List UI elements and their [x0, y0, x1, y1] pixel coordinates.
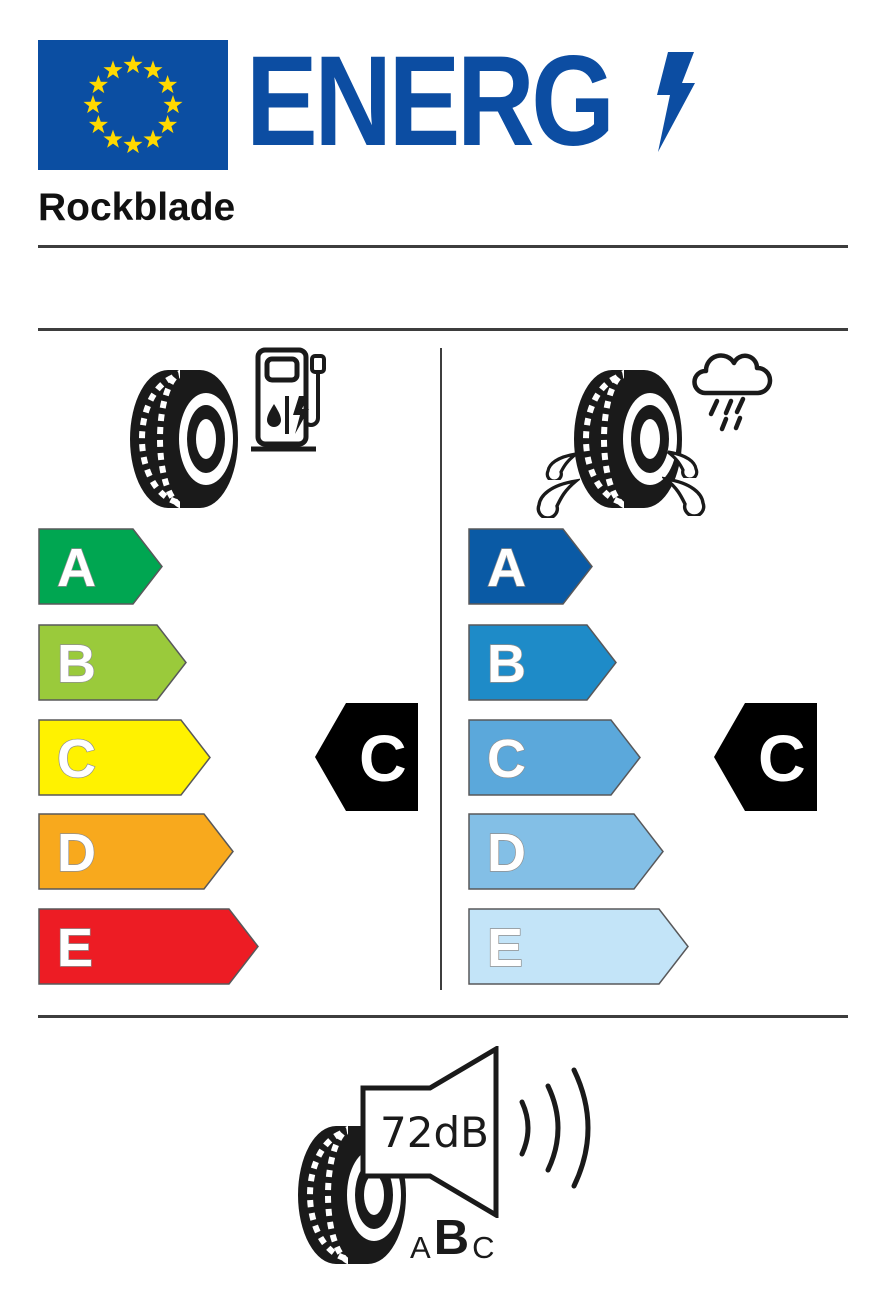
svg-text:C: C	[57, 729, 96, 789]
fuel-class-arrow-b	[38, 624, 188, 701]
water-splash-icon	[544, 452, 580, 480]
column-divider	[440, 348, 442, 990]
svg-text:B: B	[487, 634, 526, 694]
svg-text:C: C	[758, 721, 806, 795]
speaker-icon	[360, 1046, 500, 1218]
water-splash-icon	[534, 478, 580, 518]
fuel-class-arrow-c	[38, 719, 212, 796]
fuel-class-arrow-d	[38, 813, 235, 890]
svg-text:A: A	[487, 538, 526, 598]
divider-line-lower	[38, 1015, 848, 1018]
svg-text:E: E	[487, 918, 524, 978]
svg-text:D: D	[57, 823, 96, 883]
noise-class-scale	[410, 1211, 495, 1266]
wet-class-arrow-d	[468, 813, 665, 890]
svg-text:C: C	[359, 721, 407, 795]
water-splash-icon	[662, 476, 708, 516]
brand-name: Rockblade	[38, 186, 236, 229]
rain-cloud-icon	[684, 348, 776, 434]
divider-line-top	[38, 245, 848, 248]
water-splash-icon	[664, 450, 700, 478]
wet-class-arrow-b	[468, 624, 618, 701]
wet-class-arrow-a	[468, 528, 594, 605]
fuel-class-arrow-e	[38, 908, 260, 985]
svg-text:C: C	[487, 729, 526, 789]
energ-logo-text: ENERG	[246, 30, 612, 173]
svg-text:D: D	[487, 823, 526, 883]
fuel-class-arrow-a	[38, 528, 164, 605]
noise-value: 72dB	[380, 1108, 489, 1157]
tire-icon	[128, 368, 240, 510]
noise-class-c: C	[472, 1229, 495, 1265]
rain-drops	[711, 399, 743, 429]
eu-flag	[38, 40, 228, 170]
divider-line-upper	[38, 328, 848, 331]
svg-text:B: B	[57, 634, 96, 694]
wet-class-arrow-c	[468, 719, 642, 796]
lightning-bolt-icon	[650, 52, 704, 154]
svg-text:A: A	[57, 538, 96, 598]
fuel-rating-badge	[313, 701, 420, 813]
noise-class-b: B	[433, 1211, 470, 1266]
wet-rating-badge	[712, 701, 819, 813]
wet-class-arrow-e	[468, 908, 690, 985]
svg-text:E: E	[57, 918, 94, 978]
sound-waves-icon	[512, 1060, 596, 1196]
noise-class-a: A	[410, 1229, 431, 1265]
fuel-pump-icon	[250, 346, 326, 452]
